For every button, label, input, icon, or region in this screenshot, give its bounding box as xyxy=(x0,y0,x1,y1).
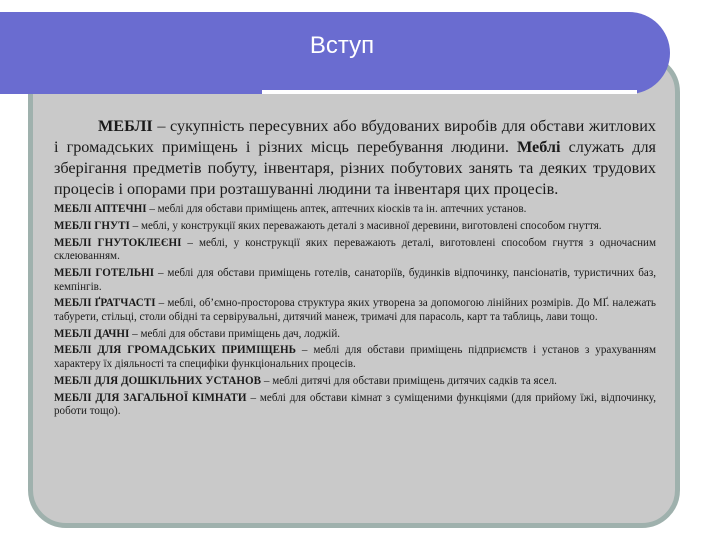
definition-item xyxy=(54,203,656,217)
definition-text: – меблі для обстави приміщень підприємств і установ з урахуванням характеру їх діяльності та специфіки функціональних процесів. xyxy=(54,344,657,371)
definition-term: МЕБЛІ ГНУТОКЛЕЄНІ xyxy=(54,236,182,249)
definition-term: МЕБЛІ АПТЕЧНІ xyxy=(54,203,147,215)
definition-item xyxy=(54,237,656,264)
definition-text: – меблі, у конструкції яких переважають деталі, виготовлені способом гнуття з одночасним склеюванням. xyxy=(54,236,656,263)
definition-item xyxy=(54,344,656,371)
definition-term: МЕБЛІ ДЛЯ ГРОМАДСЬКИХ ПРИМІЩЕНЬ xyxy=(54,344,297,357)
definition-term: МЕБЛІ ДАЧНІ xyxy=(54,327,130,340)
definition-text: – меблі для обстави приміщень аптек, аптечних кіосків та ін. аптечних установ. xyxy=(146,203,527,215)
definition-text: – меблі для обстави приміщень дач, лоджій. xyxy=(129,327,341,340)
definition-text: – меблі для обстави приміщень готелів, санаторіїв, будинків відпочинку, пансіонатів, туристичних баз, кемпінгів. xyxy=(54,266,656,293)
definition-text: – меблі для обстави кімнат з суміщеними функціями (для прийому їжі, відпочинку, роботи тощо). xyxy=(54,391,656,418)
definition-item xyxy=(54,328,656,342)
intro-term: МЕБЛІ xyxy=(98,117,153,135)
slide-content xyxy=(54,116,656,422)
definition-text: – меблі, у конструкції яких переважають деталі з масивної деревини, виготовлені способом гнуття. xyxy=(129,219,602,232)
definition-item xyxy=(54,220,656,234)
definition-term: МЕБЛІ ГОТЕЛЬНІ xyxy=(54,266,155,279)
intro-term-2: Меблі xyxy=(516,138,561,156)
definition-term: МЕБЛІ ДЛЯ ДОШКІЛЬНИХ УСТАНОВ xyxy=(54,374,262,387)
definition-text: – меблі, об’ємно-просторова структура яких утворена за допомогою лінійних розмірів. До МҐ. належать табурети, стільці, столи обідні та сервірувальні, дитячий манеж, тримачі для парасоль, карт та таблиць, лави тощо. xyxy=(54,297,656,323)
definition-text: – меблі дитячі для обстави приміщень дитячих садків та ясел. xyxy=(261,374,557,387)
definition-term: МЕБЛІ ҐРАТЧАСТІ xyxy=(54,297,156,310)
intro-text: – сукупність пересувних або вбудованих виробів для обстави житлових і громадських приміщень і різних місць перебування людини. xyxy=(54,117,656,156)
slide-title: Вступ xyxy=(309,32,375,59)
definition-item xyxy=(54,297,656,324)
definition-item xyxy=(54,392,656,419)
definition-item xyxy=(54,267,656,294)
definition-item xyxy=(54,375,656,389)
title-underline xyxy=(262,90,637,94)
intro-text-2: служать для зберігання предметів побуту, інвентаря, різних побутових занять та деяких трудових процесів і опорами при розташуванні людини та інвентаря цих процесів. xyxy=(54,138,656,198)
definition-term: МЕБЛІ ГНУТІ xyxy=(54,219,130,232)
definitions-list xyxy=(54,203,656,419)
intro-paragraph xyxy=(54,116,656,200)
definition-term: МЕБЛІ ДЛЯ ЗАГАЛЬНОЇ КІМНАТИ xyxy=(54,391,247,404)
